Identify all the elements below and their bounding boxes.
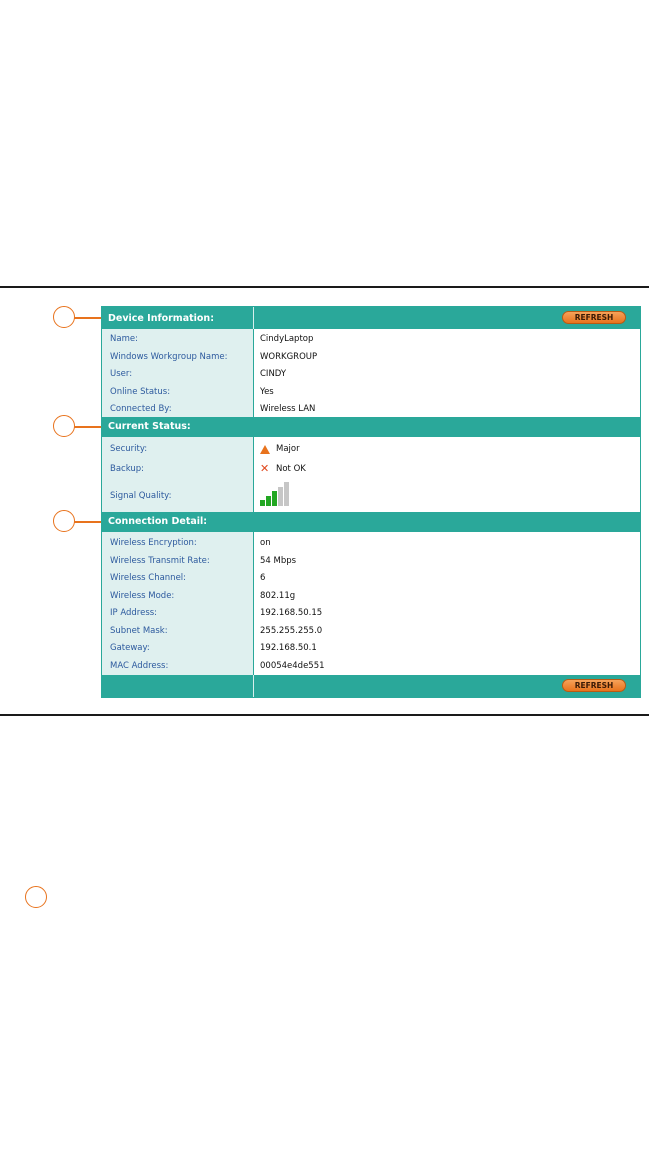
callout-circle-1 — [53, 306, 75, 328]
connection-detail-value: 00054e4de551 — [260, 660, 325, 671]
connection-detail-row — [102, 640, 640, 657]
connection-detail-value: on — [260, 538, 271, 548]
refresh-button-top[interactable]: REFRESH — [562, 311, 626, 324]
backup-value: Not OK — [276, 464, 306, 474]
device-info-label: User: — [110, 369, 133, 379]
security-value: Major — [276, 444, 300, 454]
bottom-rule — [0, 714, 649, 716]
connection-detail-label: Gateway: — [110, 643, 150, 653]
x-icon: ✕ — [260, 462, 270, 475]
device-information-header — [102, 307, 640, 329]
device-info-row — [102, 366, 640, 383]
device-info-value: Yes — [260, 386, 274, 397]
top-rule — [0, 286, 649, 288]
footer-separator — [253, 675, 254, 697]
signal-bar — [260, 500, 265, 506]
security-row — [102, 441, 640, 458]
backup-label: Backup: — [110, 464, 145, 474]
current-status-header — [102, 417, 640, 437]
connection-detail-value: 255.255.255.0 — [260, 625, 323, 636]
connection-detail-value: 6 — [260, 573, 266, 583]
footer-bar — [102, 675, 640, 697]
device-information-title: Device Information: — [108, 313, 214, 324]
callout-circle-2 — [53, 415, 75, 437]
connection-detail-header — [102, 512, 640, 532]
connection-detail-row — [102, 658, 640, 675]
refresh-button-bottom[interactable]: REFRESH — [562, 679, 626, 692]
connection-detail-title: Connection Detail: — [108, 516, 208, 527]
current-status-title: Current Status: — [108, 421, 191, 432]
connection-detail-row — [102, 570, 640, 587]
signal-bar — [284, 482, 289, 506]
signal-bars-icon — [260, 482, 296, 506]
device-info-label: Name: — [110, 334, 138, 344]
device-info-value: CINDY — [260, 369, 287, 379]
connection-detail-row — [102, 535, 640, 552]
connection-detail-value: 192.168.50.1 — [260, 643, 317, 653]
signal-quality-label: Signal Quality: — [110, 491, 172, 501]
connection-detail-row — [102, 553, 640, 570]
connection-detail-value: 54 Mbps — [260, 555, 297, 566]
device-info-row — [102, 401, 640, 418]
device-info-row — [102, 384, 640, 401]
connection-detail-value: 192.168.50.15 — [260, 608, 323, 618]
device-info-row — [102, 349, 640, 366]
connection-detail-row — [102, 588, 640, 605]
connection-detail-label: Wireless Encryption: — [110, 538, 197, 548]
device-info-value: Wireless LAN — [260, 404, 316, 414]
connection-detail-row — [102, 605, 640, 622]
device-info-value: WORKGROUP — [260, 351, 318, 362]
connection-detail-label: Wireless Transmit Rate: — [110, 555, 210, 566]
callout-circle-3 — [53, 510, 75, 532]
backup-row — [102, 461, 640, 478]
callout-circle-4 — [25, 886, 47, 908]
security-label: Security: — [110, 444, 148, 454]
device-info-label: Windows Workgroup Name: — [110, 351, 228, 362]
device-info-label: Connected By: — [110, 404, 172, 414]
connection-detail-label: IP Address: — [110, 608, 158, 618]
connection-detail-label: Wireless Mode: — [110, 590, 175, 601]
callout-leader-1 — [74, 317, 102, 319]
connection-detail-label: Wireless Channel: — [110, 573, 187, 583]
signal-bar — [266, 496, 271, 507]
device-info-label: Online Status: — [110, 386, 171, 397]
signal-bar — [272, 491, 277, 506]
device-status-panel — [101, 306, 641, 698]
connection-detail-label: MAC Address: — [110, 660, 169, 671]
device-info-row — [102, 331, 640, 348]
connection-detail-row — [102, 623, 640, 640]
header-separator — [253, 307, 254, 329]
connection-detail-value: 802.11g — [260, 590, 296, 601]
signal-quality-row — [102, 488, 640, 505]
device-info-value: CindyLaptop — [260, 334, 314, 344]
callout-leader-2 — [74, 426, 102, 428]
warning-icon — [260, 445, 270, 454]
signal-bar — [278, 487, 283, 507]
connection-detail-label: Subnet Mask: — [110, 625, 168, 636]
callout-leader-3 — [74, 521, 102, 523]
